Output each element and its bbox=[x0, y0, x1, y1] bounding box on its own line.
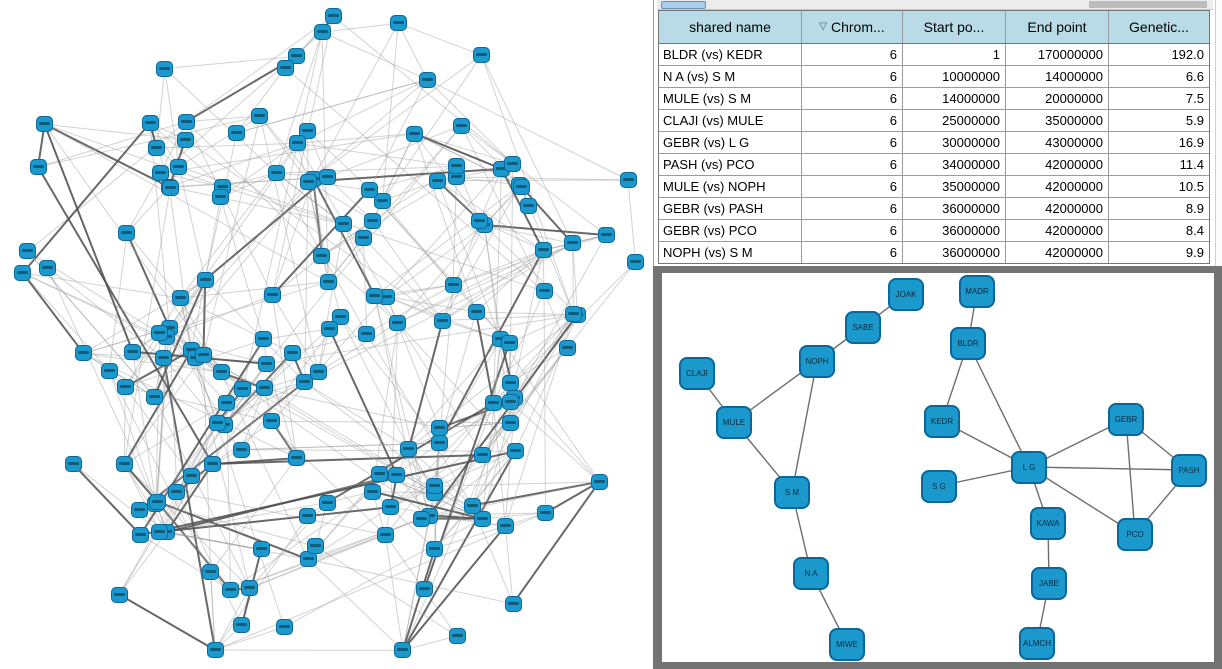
hairball-node[interactable] bbox=[65, 456, 82, 472]
hairball-node[interactable] bbox=[471, 213, 488, 229]
hairball-node[interactable] bbox=[449, 628, 466, 644]
network-edge bbox=[272, 295, 296, 458]
hairball-node[interactable] bbox=[537, 505, 554, 521]
table-cell: 30000000 bbox=[903, 132, 1006, 153]
hairball-node[interactable] bbox=[155, 350, 172, 366]
table-cell: 34000000 bbox=[903, 154, 1006, 175]
hairball-node[interactable] bbox=[502, 375, 519, 391]
hairball-node[interactable] bbox=[39, 260, 56, 276]
table-row[interactable] bbox=[659, 198, 1209, 220]
table-cell: 6 bbox=[802, 176, 903, 197]
table-cell: 35000000 bbox=[903, 176, 1006, 197]
table-row[interactable] bbox=[659, 44, 1209, 66]
hairball-node[interactable] bbox=[168, 484, 185, 500]
hairball-node[interactable] bbox=[151, 325, 168, 341]
hairball-node[interactable] bbox=[388, 467, 405, 483]
column-header-chromosome[interactable] bbox=[802, 11, 903, 43]
hairball-node[interactable] bbox=[364, 213, 381, 229]
table-cell: GEBR (vs) PCO bbox=[659, 220, 802, 241]
network-edge[interactable] bbox=[968, 343, 1029, 467]
network-node-s-m[interactable]: S M bbox=[774, 476, 810, 509]
table-cell: 6 bbox=[802, 66, 903, 87]
table-cell: 42000000 bbox=[1006, 198, 1109, 219]
network-edge bbox=[383, 23, 399, 201]
table-row[interactable] bbox=[659, 154, 1209, 176]
hairball-node[interactable] bbox=[183, 468, 200, 484]
network-edge bbox=[510, 348, 567, 423]
table-cell: 170000000 bbox=[1006, 44, 1109, 65]
hairball-node[interactable] bbox=[504, 156, 521, 172]
network-edge bbox=[167, 532, 262, 549]
hairball-node[interactable] bbox=[213, 364, 230, 380]
hairball-node[interactable] bbox=[212, 189, 229, 205]
hairball-node[interactable] bbox=[564, 235, 581, 251]
table-cell: 10.5 bbox=[1178, 179, 1204, 194]
hairball-node[interactable] bbox=[197, 272, 214, 288]
hairball-node[interactable] bbox=[75, 345, 92, 361]
network-edge bbox=[476, 312, 493, 403]
hairball-node[interactable] bbox=[156, 61, 173, 77]
network-node-kedr[interactable]: KEDR bbox=[924, 405, 960, 438]
table-cell: 10000000 bbox=[903, 66, 1006, 87]
hairball-node[interactable] bbox=[406, 126, 423, 142]
hairball-node[interactable] bbox=[14, 265, 31, 281]
hairball-node[interactable] bbox=[505, 596, 522, 612]
hairball-node[interactable] bbox=[255, 331, 272, 347]
hairball-node[interactable] bbox=[170, 159, 187, 175]
table-cell: 6 bbox=[802, 154, 903, 175]
column-label: Chrom... bbox=[831, 19, 885, 35]
column-label: End point bbox=[1027, 19, 1087, 35]
hairball-node[interactable] bbox=[151, 524, 168, 540]
table-cell: NOPH (vs) S M bbox=[659, 242, 802, 263]
hairball-node[interactable] bbox=[149, 494, 166, 510]
table-cell: MULE (vs) NOPH bbox=[659, 176, 802, 197]
network-edge bbox=[165, 69, 179, 167]
hairball-node[interactable] bbox=[485, 395, 502, 411]
hairball-node[interactable] bbox=[19, 243, 36, 259]
network-edge bbox=[308, 559, 403, 650]
column-header-shared-name[interactable] bbox=[659, 11, 802, 43]
hairball-node[interactable] bbox=[520, 198, 537, 214]
table-cell: 14000000 bbox=[903, 88, 1006, 109]
network-edge bbox=[322, 23, 398, 32]
hairball-node[interactable] bbox=[413, 511, 430, 527]
filter-icon: ▽ bbox=[819, 21, 827, 32]
table-cell: CLAJI (vs) MULE bbox=[659, 110, 802, 131]
table-cell: 7.5 bbox=[1185, 91, 1204, 106]
hairball-node[interactable] bbox=[473, 47, 490, 63]
table-row[interactable] bbox=[659, 110, 1209, 132]
network-edge bbox=[305, 382, 409, 448]
network-edge bbox=[119, 595, 215, 650]
hairball-node[interactable] bbox=[513, 179, 530, 195]
hairball-node[interactable] bbox=[228, 125, 245, 141]
hairball-node[interactable] bbox=[234, 381, 251, 397]
hairball-node[interactable] bbox=[448, 158, 465, 174]
network-node-gebr[interactable]: GEBR bbox=[1108, 403, 1144, 436]
network-edge bbox=[179, 167, 205, 280]
hairball-node[interactable] bbox=[132, 527, 149, 543]
table-cell: GEBR (vs) PASH bbox=[659, 198, 802, 219]
hairball-node[interactable] bbox=[536, 283, 553, 299]
network-edge bbox=[264, 329, 330, 340]
table-cell: 8.9 bbox=[1185, 201, 1204, 216]
network-node-sabe[interactable]: SABE bbox=[845, 311, 881, 344]
hairball-node[interactable] bbox=[627, 254, 644, 270]
table-cell: 6 bbox=[802, 242, 903, 263]
table-hscrollbar[interactable] bbox=[657, 0, 1213, 10]
network-node-almch[interactable]: ALMCH bbox=[1019, 627, 1055, 660]
hairball-node[interactable] bbox=[474, 447, 491, 463]
hairball-node[interactable] bbox=[299, 508, 316, 524]
table-cell: 6 bbox=[802, 198, 903, 219]
hairball-node[interactable] bbox=[431, 435, 448, 451]
table-cell: 35000000 bbox=[1006, 110, 1109, 131]
hairball-node[interactable] bbox=[172, 290, 189, 306]
table-cell: 5.9 bbox=[1185, 113, 1204, 128]
hairball-node[interactable] bbox=[371, 466, 388, 482]
table-cell: 43000000 bbox=[1006, 132, 1109, 153]
network-edge bbox=[141, 535, 231, 590]
hairball-node[interactable] bbox=[426, 478, 443, 494]
hairball-node[interactable] bbox=[117, 379, 134, 395]
table-cell: 20000000 bbox=[1006, 88, 1109, 109]
hairball-node[interactable] bbox=[434, 313, 451, 329]
hairball-node[interactable] bbox=[501, 335, 518, 351]
network-edge bbox=[231, 492, 373, 590]
hairball-node[interactable] bbox=[233, 617, 250, 633]
table-panel bbox=[653, 0, 1222, 266]
hairball-node[interactable] bbox=[233, 442, 250, 458]
hscrollbar-thumb[interactable] bbox=[661, 1, 706, 9]
network-node-mule[interactable]: MULE bbox=[716, 406, 752, 439]
network-node-pco[interactable]: PCO bbox=[1117, 518, 1153, 551]
table-cell: 192.0 bbox=[1171, 47, 1204, 62]
table-cell: 6 bbox=[802, 44, 903, 65]
table-cell: 36000000 bbox=[903, 242, 1006, 263]
network-edge bbox=[205, 197, 220, 279]
hairball-node[interactable] bbox=[289, 135, 306, 151]
hairball-node[interactable] bbox=[598, 227, 615, 243]
table-cell: BLDR (vs) KEDR bbox=[659, 44, 802, 65]
table-body bbox=[659, 44, 1209, 263]
hairball-node[interactable] bbox=[253, 541, 270, 557]
table-cell: 42000000 bbox=[1006, 176, 1109, 197]
table-row[interactable] bbox=[659, 132, 1209, 154]
table-cell: 11.4 bbox=[1179, 157, 1204, 172]
hairball-node[interactable] bbox=[177, 132, 194, 148]
table-cell: 6 bbox=[802, 110, 903, 131]
network-node-miwe[interactable]: MIWE bbox=[829, 628, 865, 661]
hairball-node[interactable] bbox=[284, 345, 301, 361]
network-node-noph[interactable]: NOPH bbox=[799, 345, 835, 378]
table-row[interactable] bbox=[659, 66, 1209, 88]
network-edge bbox=[133, 352, 156, 504]
hairball-node[interactable] bbox=[263, 413, 280, 429]
hairball-node[interactable] bbox=[335, 216, 352, 232]
network-edge bbox=[127, 173, 160, 233]
network-node-jabe[interactable]: JABE bbox=[1031, 567, 1067, 600]
detail-network-edges bbox=[662, 273, 1214, 662]
network-node-joak[interactable]: JOAK bbox=[888, 278, 924, 311]
table-cell: 6 bbox=[802, 220, 903, 241]
table-cell: 36000000 bbox=[903, 198, 1006, 219]
network-edge[interactable] bbox=[792, 361, 817, 492]
hairball-node[interactable] bbox=[364, 484, 381, 500]
hairball-node[interactable] bbox=[195, 347, 212, 363]
network-edge bbox=[387, 297, 476, 312]
hairball-node[interactable] bbox=[358, 326, 375, 342]
table-cell: 6 bbox=[802, 132, 903, 153]
hairball-node[interactable] bbox=[142, 115, 159, 131]
hairball-node[interactable] bbox=[118, 225, 135, 241]
network-edge bbox=[157, 69, 165, 148]
table-cell: MULE (vs) S M bbox=[659, 88, 802, 109]
hairball-node[interactable] bbox=[394, 642, 411, 658]
hairball-node[interactable] bbox=[319, 169, 336, 185]
hairball-node[interactable] bbox=[101, 363, 118, 379]
hairball-node[interactable] bbox=[419, 72, 436, 88]
table-cell: 8.4 bbox=[1185, 223, 1204, 238]
column-header-genetic[interactable] bbox=[1109, 11, 1209, 43]
table-cell: 42000000 bbox=[1006, 154, 1109, 175]
table-cell: 42000000 bbox=[1006, 220, 1109, 241]
hairball-node[interactable] bbox=[162, 180, 179, 196]
network-edge bbox=[628, 180, 635, 262]
hairball-node[interactable] bbox=[319, 495, 336, 511]
table-cell: 14000000 bbox=[1006, 66, 1109, 87]
network-node-kawa[interactable]: KAWA bbox=[1030, 507, 1066, 540]
hairball-node[interactable] bbox=[497, 518, 514, 534]
hairball-node[interactable] bbox=[361, 182, 378, 198]
network-edge bbox=[23, 273, 84, 353]
hairball-node[interactable] bbox=[116, 456, 133, 472]
hairball-node[interactable] bbox=[464, 498, 481, 514]
network-node-bldr[interactable]: BLDR bbox=[950, 327, 986, 360]
network-edge bbox=[127, 233, 169, 328]
network-edge bbox=[513, 482, 599, 604]
table-header-row bbox=[659, 11, 1209, 44]
hairball-node[interactable] bbox=[36, 116, 53, 132]
hairball-node[interactable] bbox=[146, 389, 163, 405]
network-edge bbox=[23, 273, 109, 371]
hscrollbar-block bbox=[1089, 1, 1207, 8]
hairball-node[interactable] bbox=[241, 580, 258, 596]
column-label: Start po... bbox=[923, 19, 985, 35]
hairball-node[interactable] bbox=[276, 619, 293, 635]
hairball-node[interactable] bbox=[268, 165, 285, 181]
table-cell: 25000000 bbox=[903, 110, 1006, 131]
hairball-node[interactable] bbox=[256, 380, 273, 396]
network-edge bbox=[398, 23, 481, 55]
hairball-node[interactable] bbox=[202, 564, 219, 580]
network-edge[interactable] bbox=[1126, 419, 1135, 534]
hairball-node[interactable] bbox=[251, 108, 268, 124]
hairball-node[interactable] bbox=[507, 443, 524, 459]
network-edge bbox=[567, 262, 635, 347]
hairball-node[interactable] bbox=[620, 172, 637, 188]
attribute-table bbox=[658, 10, 1210, 264]
table-row[interactable] bbox=[659, 176, 1209, 198]
network-edge bbox=[203, 116, 260, 355]
hairball-node[interactable] bbox=[389, 315, 406, 331]
network-edge bbox=[322, 32, 427, 79]
hairball-node[interactable] bbox=[400, 441, 417, 457]
hairball-node[interactable] bbox=[204, 456, 221, 472]
network-edge[interactable] bbox=[1029, 467, 1189, 470]
network-edge bbox=[237, 80, 427, 133]
network-edge bbox=[186, 16, 333, 122]
hairball-node[interactable] bbox=[300, 174, 317, 190]
network-edge bbox=[341, 317, 440, 443]
hairball-node[interactable] bbox=[30, 159, 47, 175]
hairball-node[interactable] bbox=[209, 415, 226, 431]
table-cell: N A (vs) S M bbox=[659, 66, 802, 87]
hairball-node[interactable] bbox=[377, 527, 394, 543]
network-edge bbox=[421, 482, 599, 519]
hairball-node[interactable] bbox=[131, 502, 148, 518]
hairball-node[interactable] bbox=[218, 395, 235, 411]
column-label: Genetic... bbox=[1129, 19, 1189, 35]
network-node-n-a[interactable]: N A bbox=[793, 557, 829, 590]
hairball-node[interactable] bbox=[591, 474, 608, 490]
hairball-node[interactable] bbox=[288, 450, 305, 466]
hairball-node[interactable] bbox=[277, 60, 294, 76]
table-row[interactable] bbox=[659, 220, 1209, 242]
table-cell: PASH (vs) PCO bbox=[659, 154, 802, 175]
network-node-l-g[interactable]: L G bbox=[1011, 451, 1047, 484]
detail-network-panel bbox=[653, 266, 1222, 669]
table-row[interactable] bbox=[659, 88, 1209, 110]
hairball-node[interactable] bbox=[416, 581, 433, 597]
network-node-claji[interactable]: CLAJI bbox=[679, 357, 715, 390]
hairball-node[interactable] bbox=[429, 173, 446, 189]
hairball-node[interactable] bbox=[207, 642, 224, 658]
hairball-node[interactable] bbox=[390, 15, 407, 31]
hairball-node[interactable] bbox=[366, 288, 383, 304]
hairball-node[interactable] bbox=[453, 118, 470, 134]
table-row[interactable] bbox=[659, 242, 1209, 263]
table-cell: 1 bbox=[903, 44, 1006, 65]
hairball-node[interactable] bbox=[310, 364, 327, 380]
hairball-node[interactable] bbox=[258, 356, 275, 372]
hairball-node[interactable] bbox=[178, 114, 195, 130]
network-edge bbox=[403, 549, 435, 651]
hairball-node[interactable] bbox=[431, 420, 448, 436]
column-header-start-position[interactable] bbox=[903, 11, 1006, 43]
network-node-s-g[interactable]: S G bbox=[921, 470, 957, 503]
hairball-node[interactable] bbox=[321, 321, 338, 337]
hairball-node[interactable] bbox=[468, 304, 485, 320]
hairball-node[interactable] bbox=[124, 344, 141, 360]
network-node-pash[interactable]: PASH bbox=[1171, 454, 1207, 487]
network-edge bbox=[186, 122, 272, 296]
hairball-node[interactable] bbox=[313, 248, 330, 264]
network-edge bbox=[437, 180, 628, 181]
network-edge bbox=[160, 507, 391, 532]
column-header-end-point[interactable] bbox=[1006, 11, 1109, 43]
network-node-madr[interactable]: MADR bbox=[959, 275, 995, 308]
hairball-node[interactable] bbox=[382, 499, 399, 515]
hairball-node[interactable] bbox=[320, 274, 337, 290]
table-cell: GEBR (vs) L G bbox=[659, 132, 802, 153]
column-label: shared name bbox=[689, 19, 771, 35]
hairball-node[interactable] bbox=[502, 415, 519, 431]
hairball-node[interactable] bbox=[325, 8, 342, 24]
network-edge bbox=[48, 268, 156, 504]
detail-network-canvas bbox=[662, 273, 1214, 662]
hairball-node[interactable] bbox=[314, 24, 331, 40]
table-cell: 6.6 bbox=[1185, 69, 1204, 84]
hairball-node[interactable] bbox=[355, 230, 372, 246]
table-cell: 9.9 bbox=[1185, 245, 1204, 260]
table-vscrollbar-track[interactable] bbox=[1215, 0, 1222, 266]
hairball-node[interactable] bbox=[426, 541, 443, 557]
hairball-node[interactable] bbox=[111, 587, 128, 603]
table-cell: 16.9 bbox=[1178, 135, 1204, 150]
hairball-node[interactable] bbox=[264, 287, 281, 303]
hairball-node[interactable] bbox=[559, 340, 576, 356]
hairball-node[interactable] bbox=[502, 394, 519, 410]
table-cell: 6 bbox=[802, 88, 903, 109]
hairball-node[interactable] bbox=[307, 538, 324, 554]
hairball-node[interactable] bbox=[535, 242, 552, 258]
hairball-node[interactable] bbox=[148, 140, 165, 156]
hairball-node[interactable] bbox=[565, 306, 582, 322]
network-edge bbox=[124, 387, 125, 464]
table-cell: 42000000 bbox=[1006, 242, 1109, 263]
hairball-node[interactable] bbox=[222, 582, 239, 598]
table-cell: 36000000 bbox=[903, 220, 1006, 241]
hairball-node[interactable] bbox=[445, 277, 462, 293]
